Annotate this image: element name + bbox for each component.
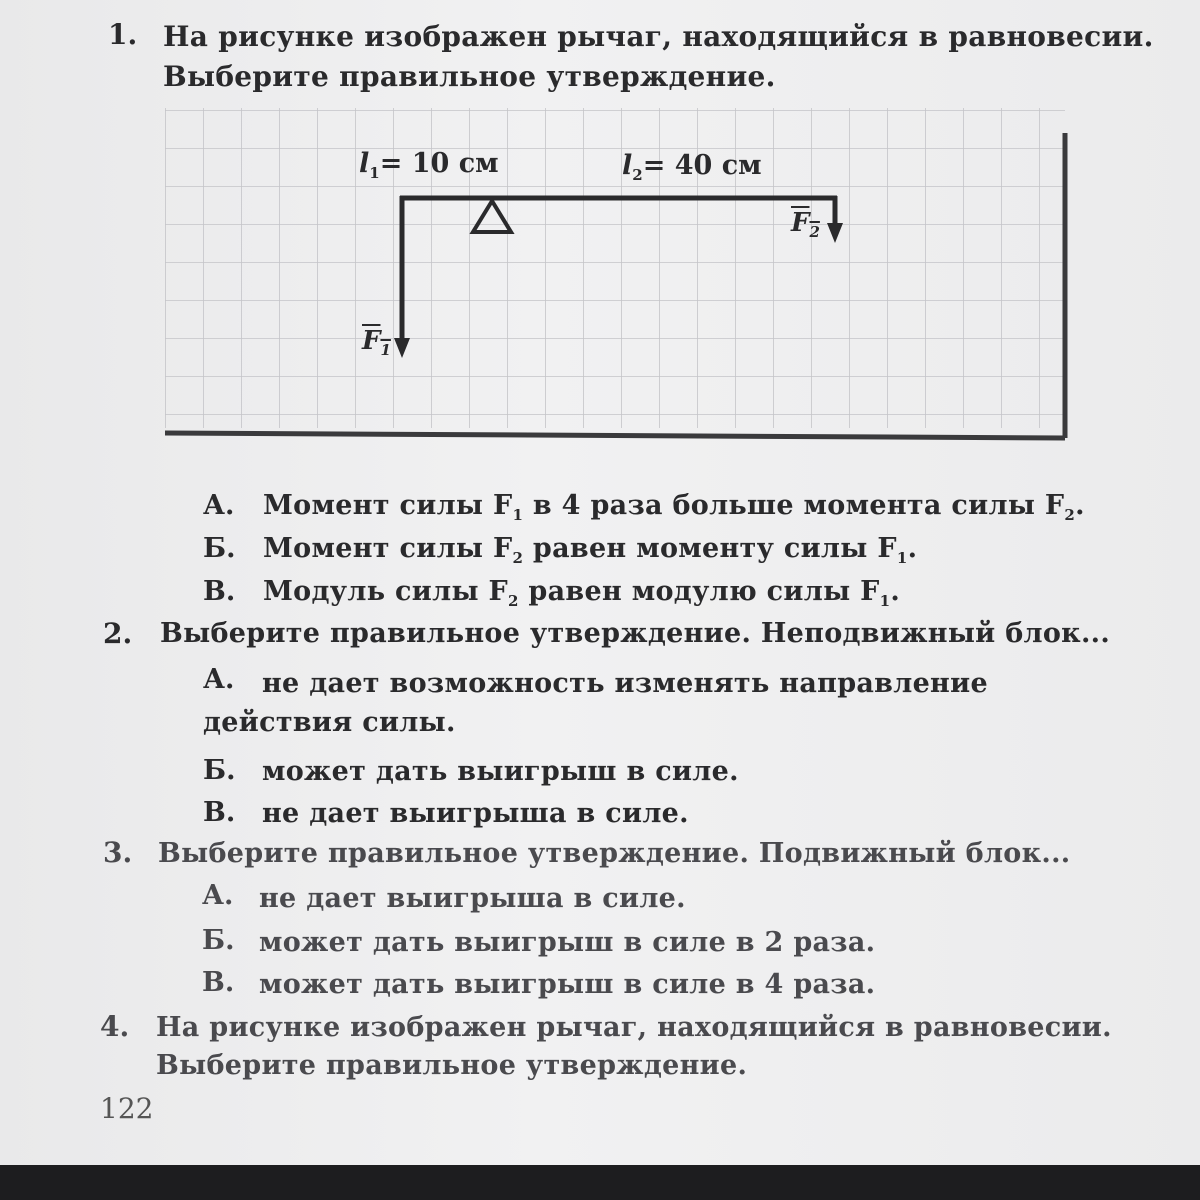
q3-option-b-letter: Б. (202, 925, 235, 956)
question-2-number: 2. (103, 617, 133, 650)
l2-value: = 40 см (642, 150, 762, 181)
q1-option-a-end: . (1075, 490, 1085, 521)
q3-option-b-text: может дать выигрыш в силе в 2 раза. (259, 927, 876, 958)
page-number: 122 (100, 1092, 154, 1125)
q3-option-c-letter: В. (202, 967, 235, 998)
question-3-number: 3. (103, 836, 133, 869)
q2-option-b-letter: Б. (203, 755, 236, 786)
q3-option-c-text: может дать выигрыш в силе в 4 раза. (259, 969, 876, 1000)
q1-option-c-part1: Модуль силы F (263, 576, 508, 607)
f1-symbol: F (362, 326, 381, 356)
grid-background (165, 108, 1065, 428)
q1-option-b-part2: равен моменту силы F (523, 533, 897, 564)
q1-option-a-sub2: 2 (1064, 506, 1076, 524)
q1-option-a-sub1: 1 (512, 506, 524, 524)
q2-option-c-text: не дает выигрыша в силе. (262, 798, 689, 829)
l2-length-label (622, 150, 762, 184)
q3-option-a-letter: А. (202, 880, 234, 911)
f1-subscript: 1 (380, 341, 391, 359)
q1-option-c-sub2: 1 (879, 592, 891, 610)
q1-option-c-letter: В. (203, 576, 236, 607)
q1-option-b-end: . (907, 533, 918, 564)
l2-symbol: l (622, 150, 633, 181)
question-4-line-1: На рисунке изображен рычаг, находящийся в равновесии. (156, 1012, 1112, 1043)
question-2-line-1: Выберите правильное утверждение. Неподвижный блок... (160, 618, 1111, 649)
q1-option-c-end: . (890, 576, 901, 607)
l1-value: = 10 см (379, 148, 499, 179)
lever-figure (165, 108, 1075, 453)
question-1-number: 1. (108, 18, 138, 51)
q1-option-c-sub1: 2 (507, 592, 519, 610)
l1-symbol: l (359, 148, 370, 179)
q1-option-a-letter: А. (203, 490, 235, 521)
q1-option-b-sub2: 1 (896, 549, 908, 567)
q3-option-a-text: не дает выигрыша в силе. (259, 883, 686, 914)
f2-force-label (791, 208, 820, 241)
question-4-line-2: Выберите правильное утверждение. (156, 1050, 748, 1081)
f1-force-label (362, 326, 391, 359)
question-4-number: 4. (100, 1010, 130, 1043)
q1-option-b-sub1: 2 (512, 549, 524, 567)
question-3-line-1: Выберите правильное утверждение. Подвижный блок... (158, 838, 1071, 869)
q1-option-b-text (263, 533, 917, 567)
q1-option-a-text (263, 490, 1085, 524)
lever-diagram (165, 108, 1075, 453)
f2-symbol: F (791, 208, 810, 238)
q1-option-c-part2: равен модулю силы F (518, 576, 880, 607)
figure-bottom-border (165, 433, 1065, 438)
q2-option-c-letter: В. (203, 797, 236, 828)
q1-option-a-part1: Момент силы F (263, 490, 513, 521)
f2-subscript: 2 (809, 223, 820, 241)
q1-option-b-letter: Б. (203, 533, 236, 564)
question-1-line-2: Выберите правильное утверждение. (163, 60, 776, 93)
q2-option-a-text: не дает возможность изменять направление (262, 668, 988, 699)
l1-length-label (359, 148, 499, 182)
q1-option-b-part1: Момент силы F (263, 533, 513, 564)
q1-option-a-part2: в 4 раза больше момента силы F (523, 490, 1065, 521)
l1-subscript: 1 (369, 164, 380, 182)
q2-option-a-letter: А. (203, 664, 235, 695)
l2-subscript: 2 (632, 166, 643, 184)
q2-option-b-text: может дать выигрыш в силе. (262, 756, 739, 787)
q2-option-a-continuation: действия силы. (203, 707, 456, 738)
question-1-line-1: На рисунке изображен рычаг, находящийся в равновесии. (163, 20, 1154, 53)
q1-option-c-text (263, 576, 900, 610)
